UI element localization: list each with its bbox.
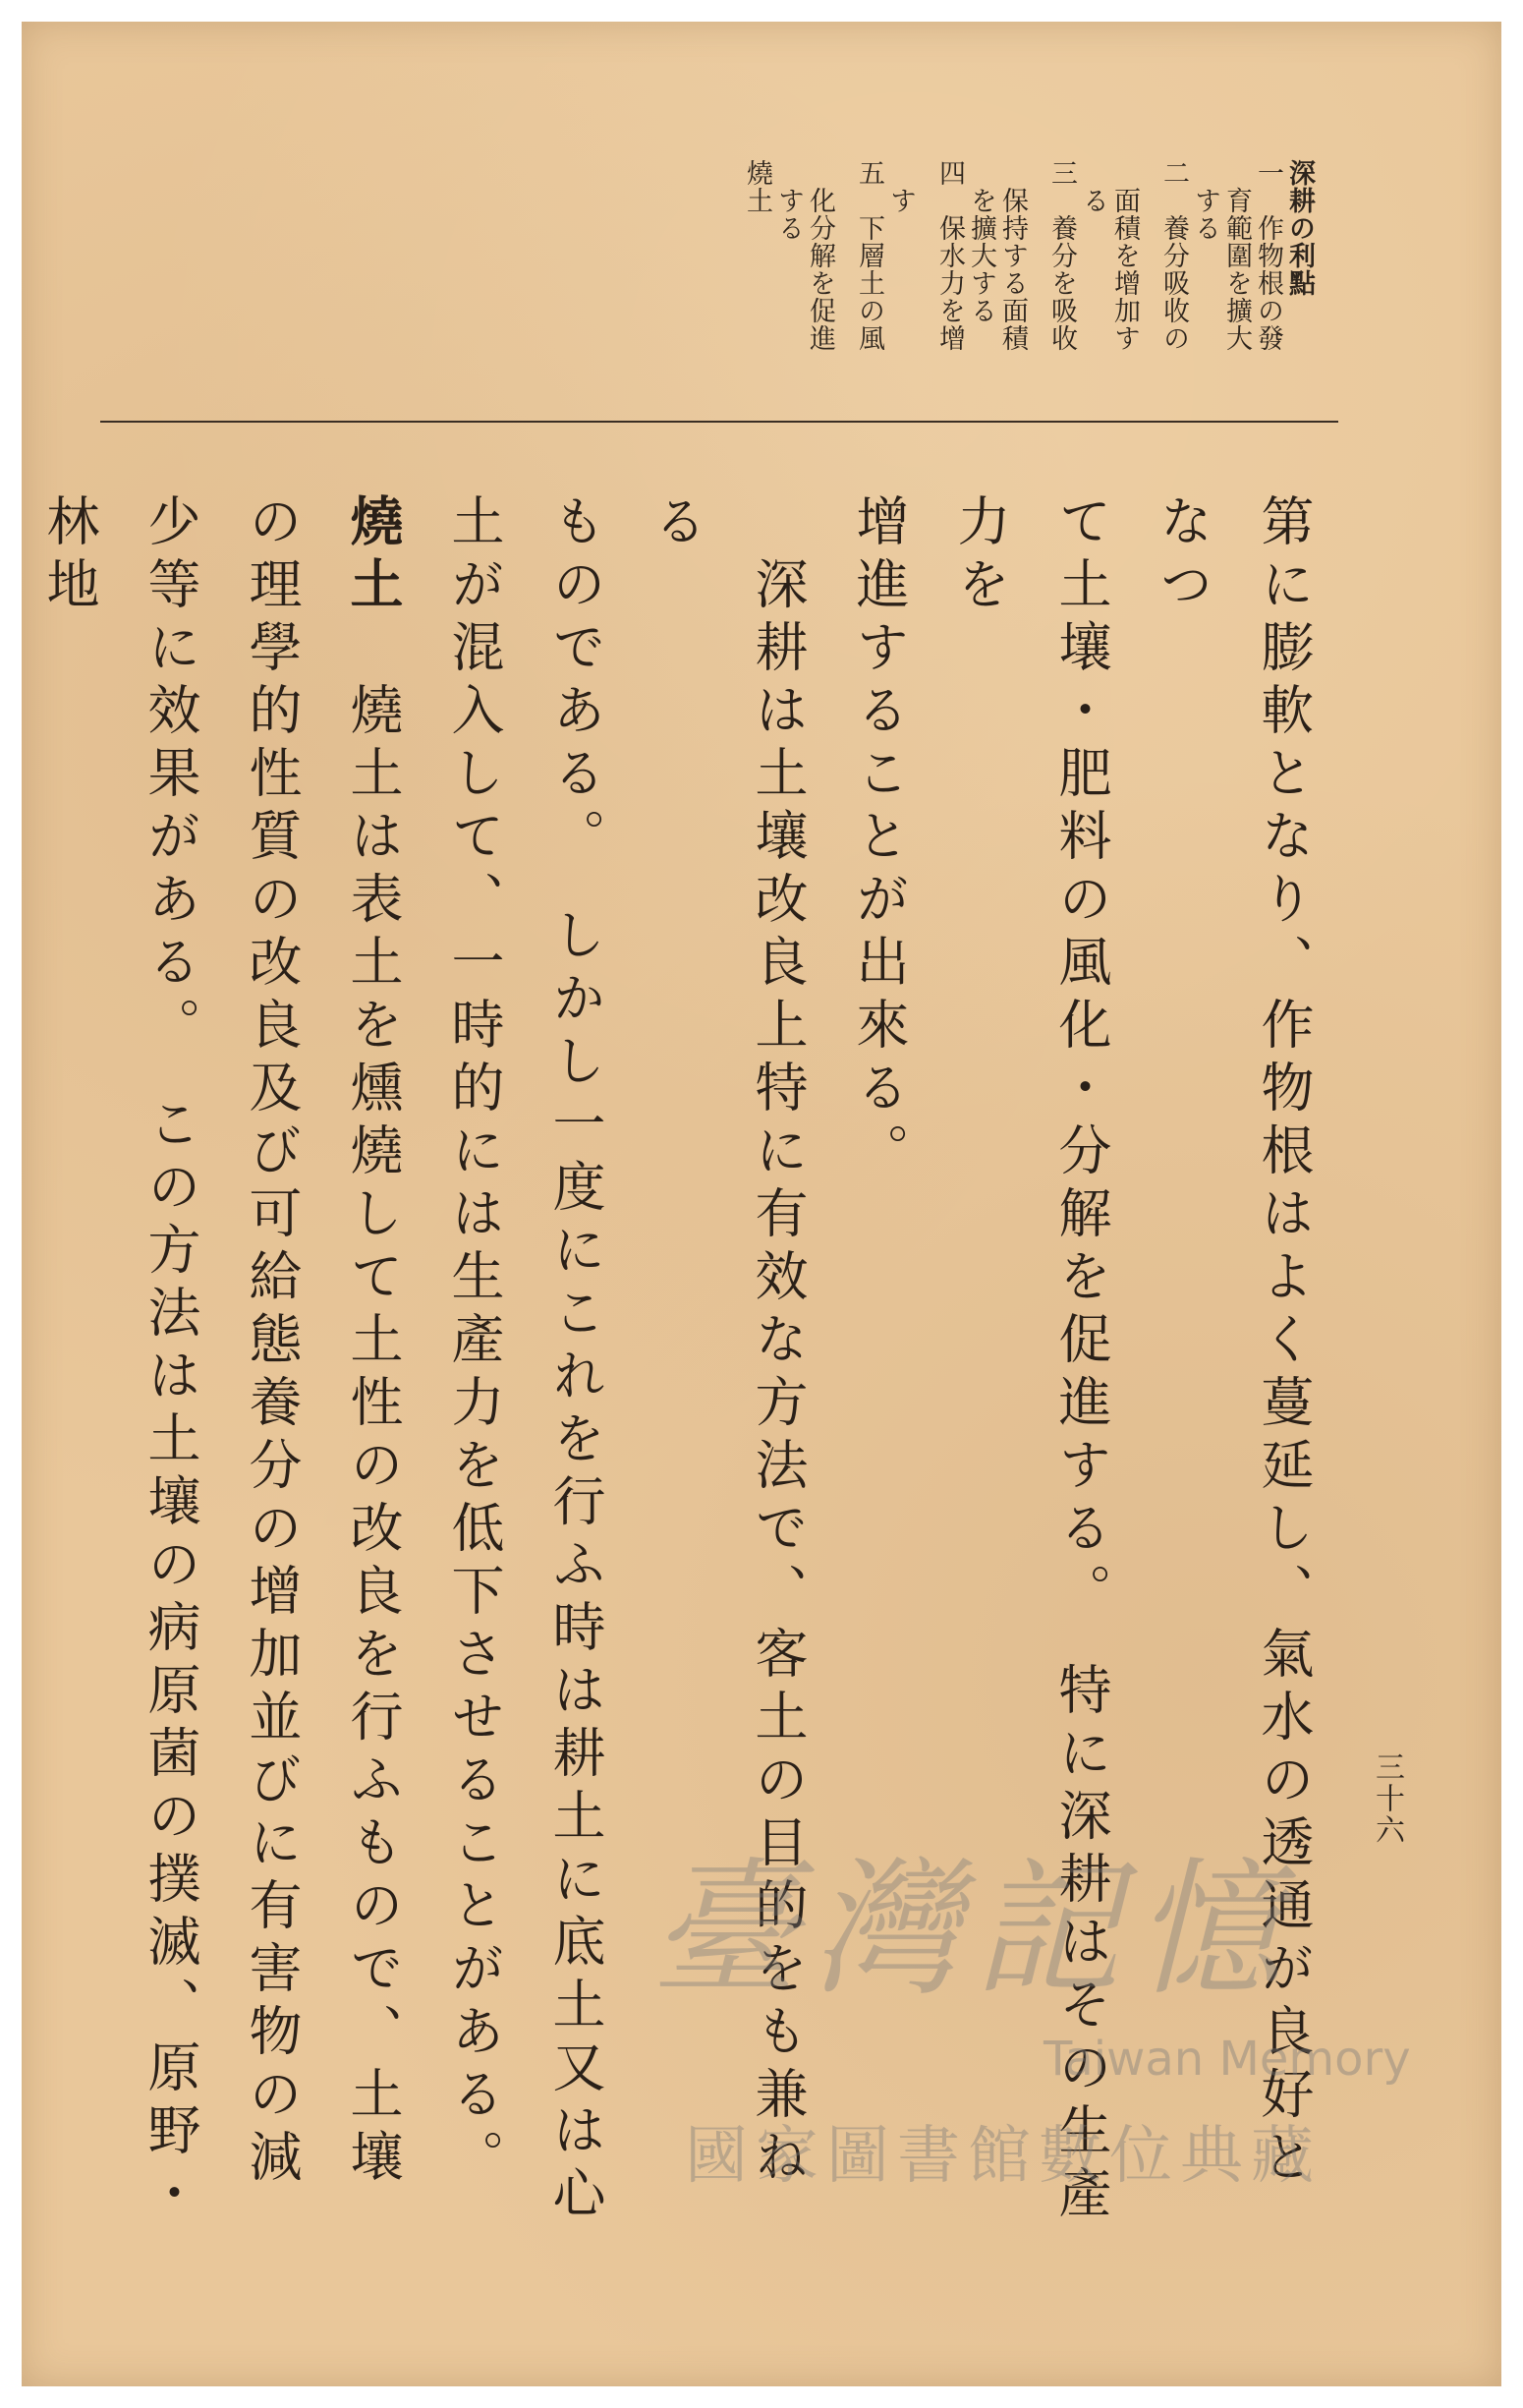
margin-note-line: 五 下層土の風: [854, 159, 884, 352]
body-column: 深耕は土壤改良上特に有效な方法で、客土の目的をも兼ねる: [646, 493, 809, 2192]
body-column: 少等に效果がある。 この方法は土壤の病原菌の撲滅、原野・林地: [38, 493, 201, 2228]
body-column-rest: 燒土は表土を燻燒して土性の改良を行ふもので、土壤: [342, 619, 404, 2192]
watermark-logo: 臺灣記憶: [650, 1845, 1296, 2016]
watermark-english: Taiwan Memory: [1044, 2032, 1411, 2087]
margin-note-line: 育範圍を擴大: [1221, 159, 1252, 352]
body-column: 增進することが出來る。: [848, 493, 910, 1185]
margin-note-line: 保持する面積: [997, 159, 1028, 352]
body-column-with-heading: [322, 493, 423, 2233]
margin-note-line: 燒土: [742, 159, 772, 214]
margin-note-line: する: [1190, 159, 1220, 242]
margin-note-line: 化分解を促進: [805, 159, 835, 352]
page-number: 三十六: [1370, 1751, 1404, 1846]
margin-note-line: る: [1078, 159, 1108, 214]
margin-note-heading: 深耕の利點: [1284, 159, 1315, 297]
margin-note-line: 一 作物根の發: [1253, 159, 1283, 352]
body-column: 土が混入して、一時的には生產力を低下させることがある。: [443, 493, 505, 2192]
body-column: て土壤・肥料の風化・分解を促進する。 特に深耕はその生產力を: [949, 493, 1112, 2228]
body-column: [0, 493, 19, 2233]
margin-note-line: 三 養分を吸收: [1046, 159, 1077, 352]
margin-note-line: 四 保水力を增: [934, 159, 965, 352]
book-page: [22, 22, 1501, 2386]
body-column: の理學的性質の改良及び可給態養分の增加並びに有害物の減: [241, 493, 303, 2192]
section-heading: 燒土: [342, 493, 404, 619]
margin-note-line: す: [885, 159, 916, 214]
watermark-subtitle: 國家圖書館數位典藏: [685, 2120, 1322, 2193]
body-column: ものである。 しかし一度にこれを行ふ時は耕土に底土又は心: [544, 493, 606, 2228]
body-column: 第に膨軟となり、作物根はよく蔓延し、氣水の透通が良好となつ: [1152, 493, 1315, 2192]
margin-note-line: する: [773, 159, 804, 242]
header-divider: [100, 421, 1338, 423]
margin-note-line: 二 養分吸收の: [1158, 159, 1189, 352]
margin-note: [723, 159, 1315, 415]
margin-note-line: を擴大する: [966, 159, 996, 324]
margin-note-line: 面積を增加す: [1109, 159, 1140, 352]
